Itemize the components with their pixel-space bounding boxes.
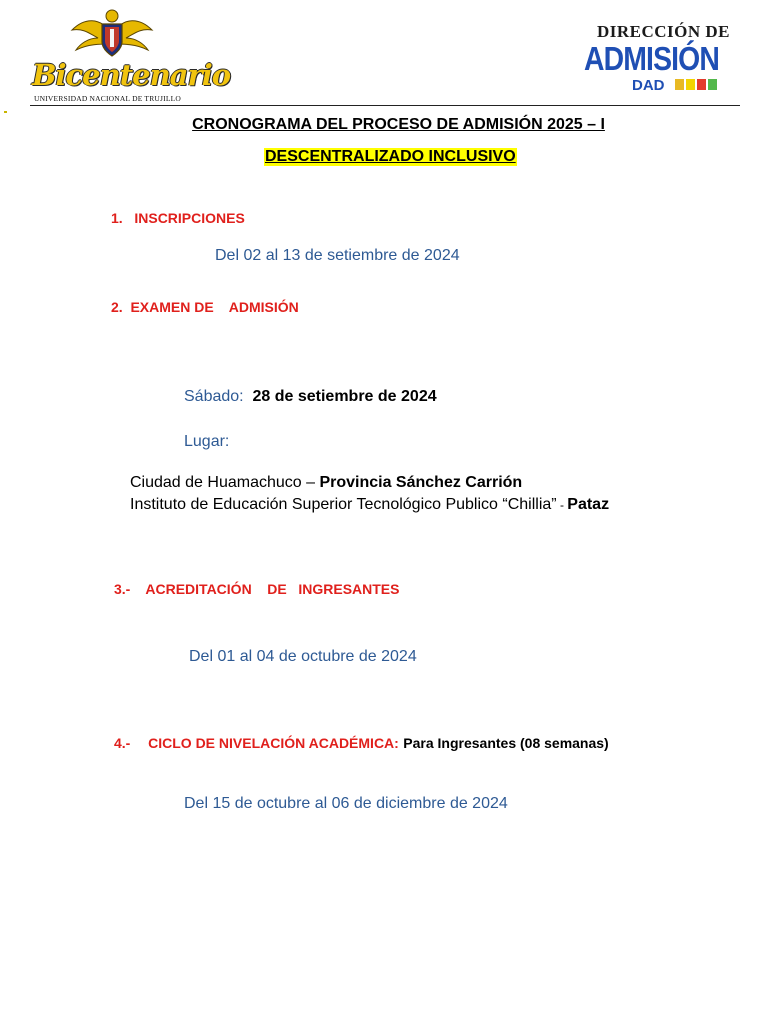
place-institute: Instituto de Educación Superior Tecnológico Publico “Chillia”	[130, 496, 557, 513]
university-crest-icon	[70, 8, 154, 60]
section-number: 3.-	[114, 581, 131, 597]
admissions-logo-line1: DIRECCIÓN DE	[596, 22, 730, 41]
section-number: 4.-	[114, 735, 131, 751]
section-number: 1.	[111, 210, 123, 226]
section-title-extra: Para Ingresantes (08 semanas)	[403, 735, 609, 751]
section-number: 2.	[111, 299, 123, 315]
university-name: UNIVERSIDAD NACIONAL DE TRUJILLO	[34, 94, 182, 103]
section-3-heading	[114, 581, 399, 597]
place-district: Pataz	[567, 496, 610, 513]
place-separator: -	[556, 498, 568, 512]
color-square	[708, 79, 717, 90]
color-square	[686, 79, 695, 90]
section-3-date: Del 01 al 04 de octubre de 2024	[189, 648, 417, 665]
university-logo	[30, 8, 231, 104]
place-city: Ciudad de Huamachuco –	[130, 474, 320, 491]
section-title: EXAMEN DE ADMISIÓN	[130, 299, 299, 315]
page-title: CRONOGRAMA DEL PROCESO DE ADMISIÓN 2025 – I	[192, 116, 605, 133]
header-divider	[30, 105, 740, 106]
exam-day-label: Sábado:	[184, 388, 244, 405]
admissions-logo-line3: DAD	[632, 77, 665, 94]
section-title: CICLO DE NIVELACIÓN ACADÉMICA:	[148, 735, 399, 751]
section-2-heading	[111, 299, 299, 315]
exam-day	[184, 388, 437, 406]
section-title: ACREDITACIÓN DE INGRESANTES	[145, 581, 400, 597]
exam-day-value: 28 de setiembre de 2024	[252, 388, 437, 405]
admissions-logo-line2: ADMISIÓN	[584, 40, 720, 77]
section-4-date: Del 15 de octubre al 06 de diciembre de 2024	[184, 795, 508, 812]
place-province: Provincia Sánchez Carrión	[319, 474, 523, 491]
exam-place-line2	[130, 496, 609, 514]
color-square	[675, 79, 684, 90]
decorative-mark	[4, 111, 7, 113]
page-subtitle: DESCENTRALIZADO INCLUSIVO	[265, 148, 516, 165]
exam-place-line1	[130, 474, 522, 492]
section-title: INSCRIPCIONES	[134, 210, 245, 226]
section-1-date: Del 02 al 13 de setiembre de 2024	[215, 247, 460, 264]
bicentenario-wordmark: Bicentenario	[32, 58, 231, 92]
color-square	[697, 79, 706, 90]
admissions-logo	[584, 22, 734, 96]
section-1-heading	[111, 210, 245, 226]
exam-place-label: Lugar:	[184, 433, 230, 450]
section-4-heading	[114, 735, 609, 753]
